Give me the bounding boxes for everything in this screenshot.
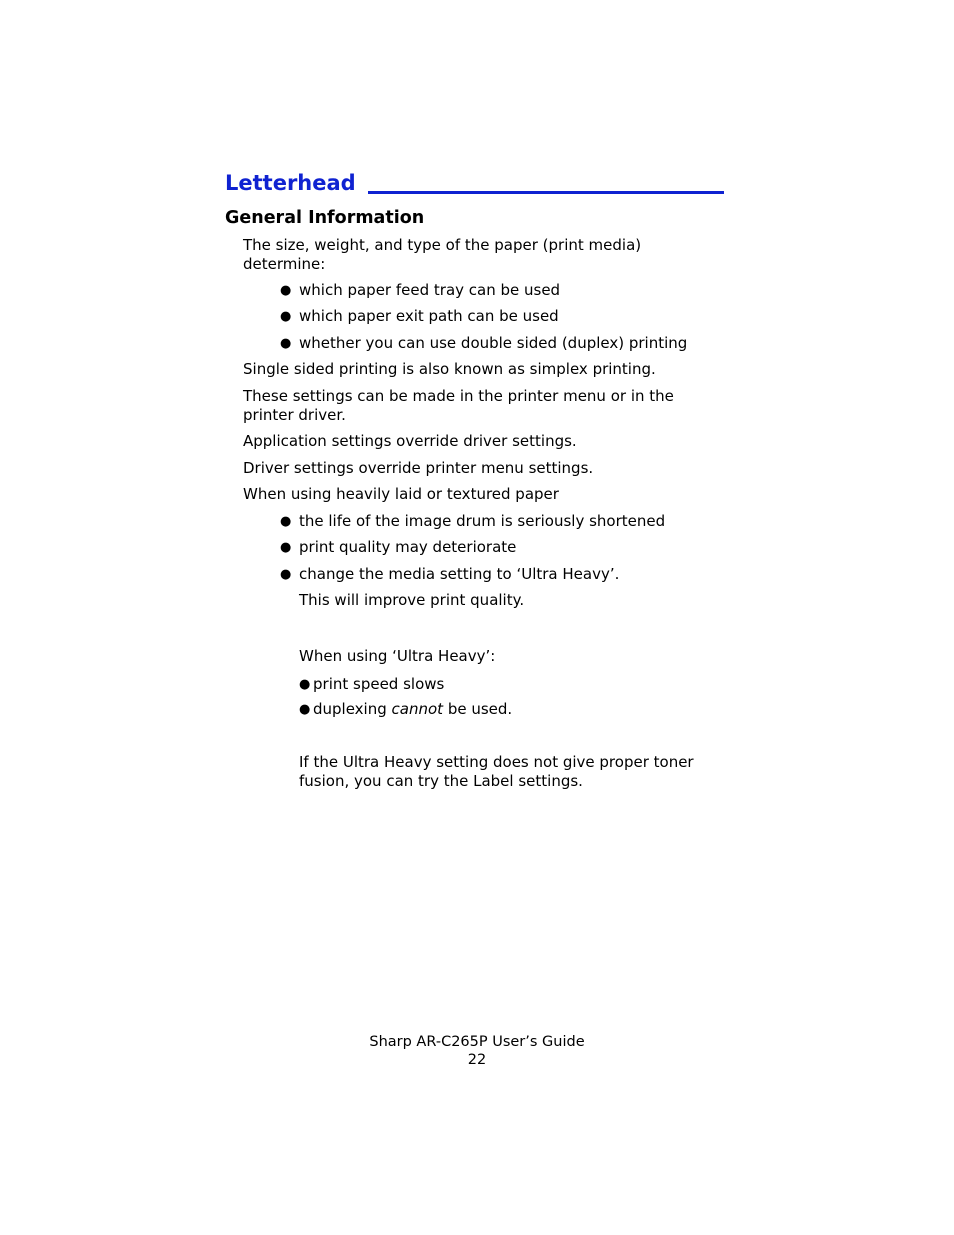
paragraph-when-ultra-heavy: When using ‘Ultra Heavy’: (299, 647, 496, 665)
bullet-icon: ● (280, 540, 292, 555)
footer-page-number: 22 (467, 1052, 487, 1068)
emphasis-text: cannot (391, 700, 444, 718)
bullet-icon: ● (280, 336, 292, 351)
paragraph-settings-line-1: These settings can be made in the printer menu or in the (243, 387, 674, 405)
list-item-text-post: be used. (443, 700, 513, 718)
paragraph-driver: Driver settings override printer menu settings. (243, 459, 594, 477)
bullet-icon: ● (280, 514, 292, 529)
paragraph-heavy-paper: When using heavily laid or textured paper (243, 485, 559, 503)
section-heading: General Information (225, 208, 425, 228)
page-title-text: Letterhead (225, 171, 356, 195)
title-underline-rule (368, 191, 724, 194)
list-item: which paper feed tray can be used (299, 281, 561, 299)
paragraph-settings-line-2: printer driver. (243, 406, 346, 424)
list-item: print quality may deteriorate (299, 538, 517, 556)
bullet-icon: ● (299, 677, 311, 692)
list-item: the life of the image drum is seriously shortened (299, 512, 666, 530)
intro-line-1: The size, weight, and type of the paper (print media) (243, 236, 642, 254)
bullet-icon: ● (280, 309, 292, 324)
list-item (313, 700, 512, 719)
list-item: change the media setting to ‘Ultra Heavy’. (299, 565, 620, 583)
intro-line-2: determine: (243, 255, 326, 273)
bullet-icon: ● (299, 702, 311, 717)
footer-guide-title: Sharp AR-C265P User’s Guide (369, 1034, 585, 1050)
paragraph-simplex: Single sided printing is also known as simplex printing. (243, 360, 656, 378)
paragraph-application: Application settings override driver settings. (243, 432, 577, 450)
page-title (225, 170, 724, 196)
list-item: whether you can use double sided (duplex) printing (299, 334, 688, 352)
list-item: print speed slows (313, 675, 445, 693)
bullet-icon: ● (280, 283, 292, 298)
list-item-text-pre: duplexing (313, 700, 392, 718)
list-item: which paper exit path can be used (299, 307, 559, 325)
bullet-icon: ● (280, 567, 292, 582)
paragraph-label-line-2: fusion, you can try the Label settings. (299, 772, 583, 790)
paragraph-improve: This will improve print quality. (299, 591, 525, 609)
paragraph-label-line-1: If the Ultra Heavy setting does not give proper toner (299, 753, 694, 771)
